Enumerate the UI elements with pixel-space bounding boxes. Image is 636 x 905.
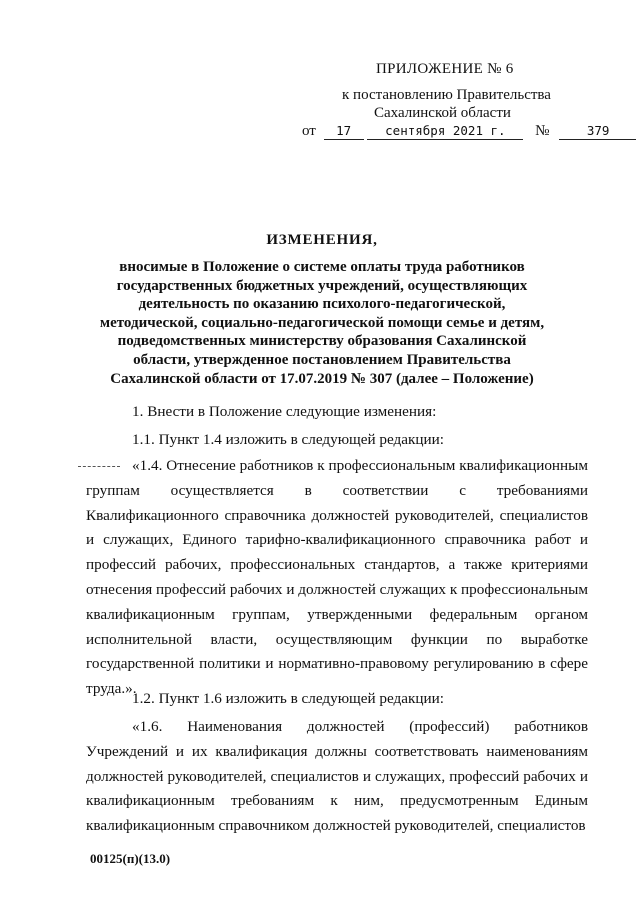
paragraph-5 bbox=[86, 715, 588, 839]
date-day-field: 17 bbox=[324, 123, 364, 140]
appendix-date-line bbox=[302, 122, 636, 141]
paragraph-1 bbox=[86, 400, 588, 425]
appendix-line-2: Сахалинской области bbox=[374, 105, 511, 121]
document-code: 00125(п)(13.0) bbox=[90, 851, 171, 866]
date-month-year-field: сентября 2021 г. bbox=[367, 123, 523, 140]
appendix-line-1: к постановлению Правительства bbox=[342, 87, 551, 103]
paragraph-3-text: «1.4. Отнесение работников к профессиональным квалификационным группам осуществляется в соответствии с требованиями Квалификационного справочника должностей руководителей, специалистов и служащих, Единого тарифно-квалификационного справочника работ и профессий рабочих, профессиональных стандартов, а также критериями отнесения профессий рабочих и должностей служащих к профессиональным квалификационным группам, утвержденными федеральным органом исполнительной власти, осуществляющим функции по выработке государственной политики и нормативно-правовому регулированию в сфере труда.». bbox=[86, 457, 588, 698]
resolution-number-field: 379 bbox=[559, 123, 636, 140]
paragraph-1-text: 1. Внести в Положение следующие изменения: bbox=[132, 403, 437, 420]
paragraph-4-text: 1.2. Пункт 1.6 изложить в следующей редакции: bbox=[132, 690, 445, 707]
paragraph-4 bbox=[86, 687, 588, 712]
appendix-title: ПРИЛОЖЕНИЕ № 6 bbox=[376, 61, 514, 77]
document-title: ИЗМЕНЕНИЯ, bbox=[266, 232, 378, 248]
paragraph-2-text: 1.1. Пункт 1.4 изложить в следующей редакции: bbox=[132, 431, 445, 448]
number-label: № bbox=[535, 123, 550, 139]
paragraph-5-text: «1.6. Наименования должностей (профессий) работников Учреждений и их квалификация должны соответствовать наименованиям должностей руководителей, специалистов и служащих, профессий рабочих и квалификационным требованиям к ним, предусмотренным Единым квалификационным справочником должностей руководителей, специалистов bbox=[86, 718, 588, 835]
paragraph-2 bbox=[86, 428, 588, 453]
paragraph-3 bbox=[86, 454, 588, 702]
document-subtitle: вносимые в Положение о системе оплаты труда работников государственных бюджетных учреждений, осуществляющих деятельность по оказанию психолого-педагогической, методической, социально-педагогической помощи семье и детям, подведомственных министерству образования Сахалинской области, утвержденное постановлением Правительства Сахалинской области от 17.07.2019 № 307 (далее – Положение) bbox=[99, 259, 545, 387]
from-label: от bbox=[302, 123, 316, 139]
